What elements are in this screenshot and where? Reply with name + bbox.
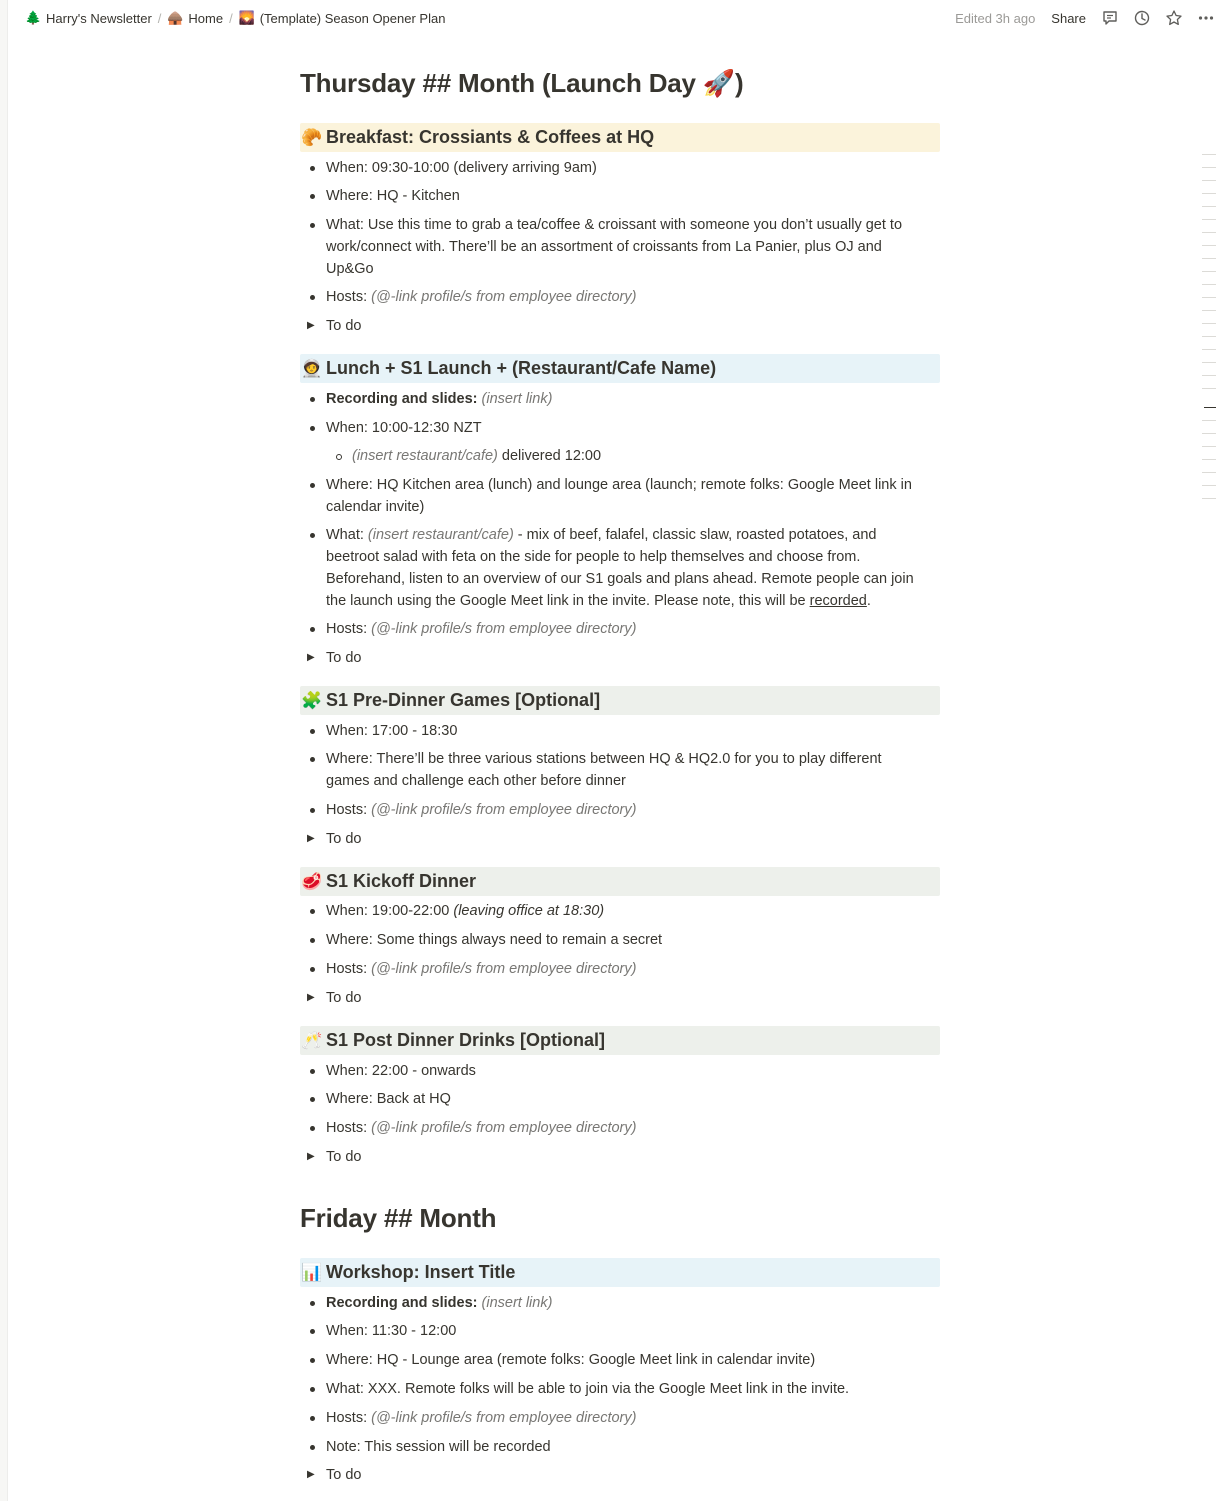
share-button[interactable]: Share: [1051, 10, 1086, 26]
bullet: [310, 1358, 315, 1363]
bullet: [310, 967, 315, 972]
hosts-placeholder: (@-link profile/s from employee directory): [371, 802, 637, 818]
outline-tick[interactable]: [1202, 375, 1216, 376]
outline-tick[interactable]: [1202, 310, 1216, 311]
bullet: [310, 223, 315, 228]
text-line: calendar invite): [326, 499, 425, 515]
outline-tick[interactable]: [1202, 245, 1216, 246]
outline-tick[interactable]: [1202, 297, 1216, 298]
hosts-placeholder: (@-link profile/s from employee directory): [371, 621, 637, 637]
outline-tick[interactable]: [1202, 271, 1216, 272]
hosts-label: Hosts:: [326, 1120, 368, 1136]
bullet: [310, 426, 315, 431]
bullet: [310, 533, 315, 538]
outline-tick[interactable]: [1202, 446, 1216, 447]
outline-tick[interactable]: [1202, 284, 1216, 285]
bullet: [310, 166, 315, 171]
outline-tick[interactable]: [1202, 459, 1216, 460]
recording-label: Recording and slides:: [326, 1295, 478, 1311]
outline-tick[interactable]: [1202, 206, 1216, 207]
bullet: [310, 757, 315, 762]
toggle-arrow-icon[interactable]: ▶: [307, 652, 315, 663]
bullet: [310, 808, 315, 813]
text-line: Where: HQ Kitchen area (lunch) and lounge area (launch; remote folks: Google Meet link in: [326, 477, 912, 493]
section-title: S1 Post Dinner Drinks [Optional]: [326, 1030, 606, 1050]
star-icon[interactable]: [1160, 4, 1188, 32]
section-workshop-heading: [300, 1258, 940, 1287]
lunch-what: [326, 524, 926, 612]
section-title: S1 Pre-Dinner Games [Optional]: [326, 690, 601, 710]
breadcrumb-label: Home: [188, 10, 224, 26]
hosts-label: Hosts:: [326, 1410, 368, 1426]
what-text: .: [866, 593, 871, 609]
restaurant-placeholder: (insert restaurant/cafe): [367, 527, 514, 543]
day-heading-thursday: Thursday ## Month (Launch Day 🚀): [300, 68, 744, 98]
section-games-heading: [300, 686, 940, 715]
sunrise-icon: 🌄: [238, 10, 255, 25]
workshop-when: When: 11:30 - 12:00: [326, 1323, 457, 1339]
bullet: [310, 483, 315, 488]
games-where: [326, 748, 926, 792]
breakfast-where: Where: HQ - Kitchen: [326, 188, 460, 204]
bullet: [310, 1126, 315, 1131]
drinks-hosts: [326, 1117, 926, 1139]
history-icon[interactable]: [1128, 4, 1156, 32]
section-drinks-heading: [300, 1026, 940, 1055]
games-hosts: [326, 799, 926, 821]
toggle-arrow-icon[interactable]: ▶: [307, 1151, 315, 1162]
section-title: S1 Kickoff Dinner: [326, 871, 477, 891]
outline-tick[interactable]: [1202, 498, 1216, 499]
edited-status: Edited 3h ago: [955, 10, 1036, 26]
hosts-label: Hosts:: [326, 289, 368, 305]
hosts-label: Hosts:: [326, 621, 368, 637]
section-breakfast-heading: [300, 123, 940, 152]
breakfast-what: [326, 214, 926, 280]
breakfast-hosts: [326, 286, 926, 308]
text-line: work/connect with. There’ll be an assortment of croissants from La Panier, plus OJ and: [326, 239, 882, 255]
what-prefix: What:: [326, 527, 368, 543]
when-text: When: 19:00-22:00: [326, 903, 454, 919]
hut-icon: 🛖: [167, 10, 184, 25]
bullet: [310, 1301, 315, 1306]
text-line: Where: There’ll be three various stations between HQ & HQ2.0 for you to play different: [326, 751, 882, 767]
outline-tick[interactable]: [1202, 349, 1216, 350]
lunch-when: When: 10:00-12:30 NZT: [326, 420, 482, 436]
section-title: Lunch + S1 Launch + (Restaurant/Cafe Name): [326, 358, 717, 378]
recording-label: Recording and slides:: [326, 391, 478, 407]
recorded-link[interactable]: recorded: [809, 593, 867, 609]
toggle-label: To do: [326, 318, 362, 334]
text-line: What: Use this time to grab a tea/coffee & croissant with someone you don’t usually get to: [326, 217, 903, 233]
breadcrumb-home[interactable]: [163, 8, 227, 28]
bullet: [310, 1329, 315, 1334]
toggle-arrow-icon[interactable]: ▶: [307, 833, 315, 844]
lunch-delivery: [352, 445, 952, 467]
astronaut-icon: 🧑‍🚀: [301, 358, 323, 378]
workshop-hosts: [326, 1407, 926, 1429]
restaurant-placeholder: (insert restaurant/cafe): [352, 448, 498, 464]
topbar-actions: [955, 4, 1220, 32]
lunch-hosts: [326, 618, 926, 640]
bullet: [310, 729, 315, 734]
bullet: [310, 1416, 315, 1421]
bullet: [310, 938, 315, 943]
outline-tick[interactable]: [1202, 154, 1216, 155]
toggle-label: To do: [326, 1149, 362, 1165]
breadcrumb-separator: /: [157, 10, 162, 26]
workshop-what: What: XXX. Remote folks will be able to join via the Google Meet link in the invite.: [326, 1381, 850, 1397]
lunch-recording: [326, 388, 926, 410]
toggle-arrow-icon[interactable]: ▶: [307, 320, 315, 331]
breadcrumb-label: Harry's Newsletter: [46, 10, 152, 26]
text-line: Beforehand, listen to an overview of our S1 goals and plans ahead. Remote people can join: [326, 571, 914, 587]
breadcrumb-current-page[interactable]: [235, 8, 450, 28]
outline-tick[interactable]: [1202, 433, 1216, 434]
outline-tick[interactable]: [1202, 323, 1216, 324]
bullet: [310, 627, 315, 632]
toggle-label: To do: [326, 990, 362, 1006]
day-heading-friday: Friday ## Month: [300, 1203, 497, 1233]
dinner-when: [326, 900, 926, 922]
when-note: (leaving office at 18:30): [453, 903, 605, 919]
topbar: [7, 0, 1228, 36]
outline-tick-active[interactable]: [1204, 407, 1216, 408]
hosts-placeholder: (@-link profile/s from employee directory): [371, 289, 637, 305]
bullet: [310, 1387, 315, 1392]
bar-chart-icon: 📊: [301, 1262, 323, 1282]
steak-icon: 🥩: [301, 871, 323, 891]
text-line: [326, 590, 926, 612]
what-text: - mix of beef, falafel, classic slaw, roasted potatoes, and: [513, 527, 877, 543]
bullet: [310, 194, 315, 199]
drinks-when: When: 22:00 - onwards: [326, 1063, 476, 1079]
toggle-arrow-icon[interactable]: ▶: [307, 992, 315, 1003]
puzzle-icon: 🧩: [301, 690, 323, 710]
lunch-where: [326, 474, 926, 518]
section-title: Workshop: Insert Title: [326, 1262, 516, 1282]
breadcrumb-newsletter[interactable]: [21, 8, 156, 28]
outline-tick[interactable]: [1202, 472, 1216, 473]
bullet: [310, 295, 315, 300]
delivery-time: delivered 12:00: [497, 448, 602, 464]
bullet: [310, 1445, 315, 1450]
toggle-label: To do: [326, 831, 362, 847]
more-icon[interactable]: [1192, 4, 1220, 32]
bullet: [310, 1069, 315, 1074]
dinner-hosts: [326, 958, 926, 980]
text-line: Up&Go: [326, 261, 374, 277]
text-line: beetroot salad with feta on the side for people to help themselves and choose from.: [326, 549, 861, 565]
bullet-hollow: [336, 454, 342, 460]
toggle-label: To do: [326, 650, 362, 666]
outline-tick[interactable]: [1202, 485, 1216, 486]
outline-tick[interactable]: [1202, 167, 1216, 168]
breadcrumb-label: (Template) Season Opener Plan: [259, 10, 446, 26]
workshop-note: Note: This session will be recorded: [326, 1439, 551, 1455]
outline-tick[interactable]: [1202, 219, 1216, 220]
croissant-icon: 🥐: [301, 127, 323, 147]
outline-tick[interactable]: [1202, 362, 1216, 363]
recording-link-placeholder: (insert link): [481, 1295, 553, 1311]
what-text: the launch using the Google Meet link in the invite. Please note, this will be: [326, 593, 810, 609]
bullet: [310, 909, 315, 914]
outline-tick[interactable]: [1202, 388, 1216, 389]
section-title: Breakfast: Crossiants & Coffees at HQ: [326, 127, 655, 147]
section-dinner-heading: [300, 867, 940, 896]
outline-tick[interactable]: [1202, 258, 1216, 259]
breadcrumb-separator: /: [229, 10, 233, 26]
outline-tick[interactable]: [1202, 336, 1216, 337]
drinks-where: Where: Back at HQ: [326, 1091, 451, 1107]
section-lunch-heading: [300, 354, 940, 383]
games-when: When: 17:00 - 18:30: [326, 723, 458, 739]
dinner-where: Where: Some things always need to remain a secret: [326, 932, 663, 948]
bullet: [310, 397, 315, 402]
bullet: [310, 1097, 315, 1102]
workshop-where: Where: HQ - Lounge area (remote folks: Google Meet link in calendar invite): [326, 1352, 816, 1368]
sidebar-edge: [0, 0, 8, 1501]
hosts-placeholder: (@-link profile/s from employee directory): [371, 1410, 637, 1426]
outline-tick[interactable]: [1202, 180, 1216, 181]
toggle-arrow-icon[interactable]: ▶: [307, 1469, 315, 1480]
hosts-label: Hosts:: [326, 802, 368, 818]
comment-icon[interactable]: [1096, 4, 1124, 32]
text-line: games and challenge each other before dinner: [326, 773, 626, 789]
outline-tick[interactable]: [1202, 232, 1216, 233]
toggle-label: To do: [326, 1467, 362, 1483]
hosts-placeholder: (@-link profile/s from employee directory): [371, 961, 637, 977]
hosts-label: Hosts:: [326, 961, 368, 977]
champagne-icon: 🥂: [301, 1030, 323, 1050]
workshop-recording: [326, 1292, 926, 1314]
outline-tick[interactable]: [1202, 420, 1216, 421]
tree-icon: 🌲: [25, 10, 42, 25]
breakfast-when: When: 09:30-10:00 (delivery arriving 9am): [326, 160, 597, 176]
recording-link-placeholder: (insert link): [481, 391, 553, 407]
hosts-placeholder: (@-link profile/s from employee directory): [371, 1120, 637, 1136]
outline-tick[interactable]: [1202, 193, 1216, 194]
text-line: [326, 524, 926, 546]
